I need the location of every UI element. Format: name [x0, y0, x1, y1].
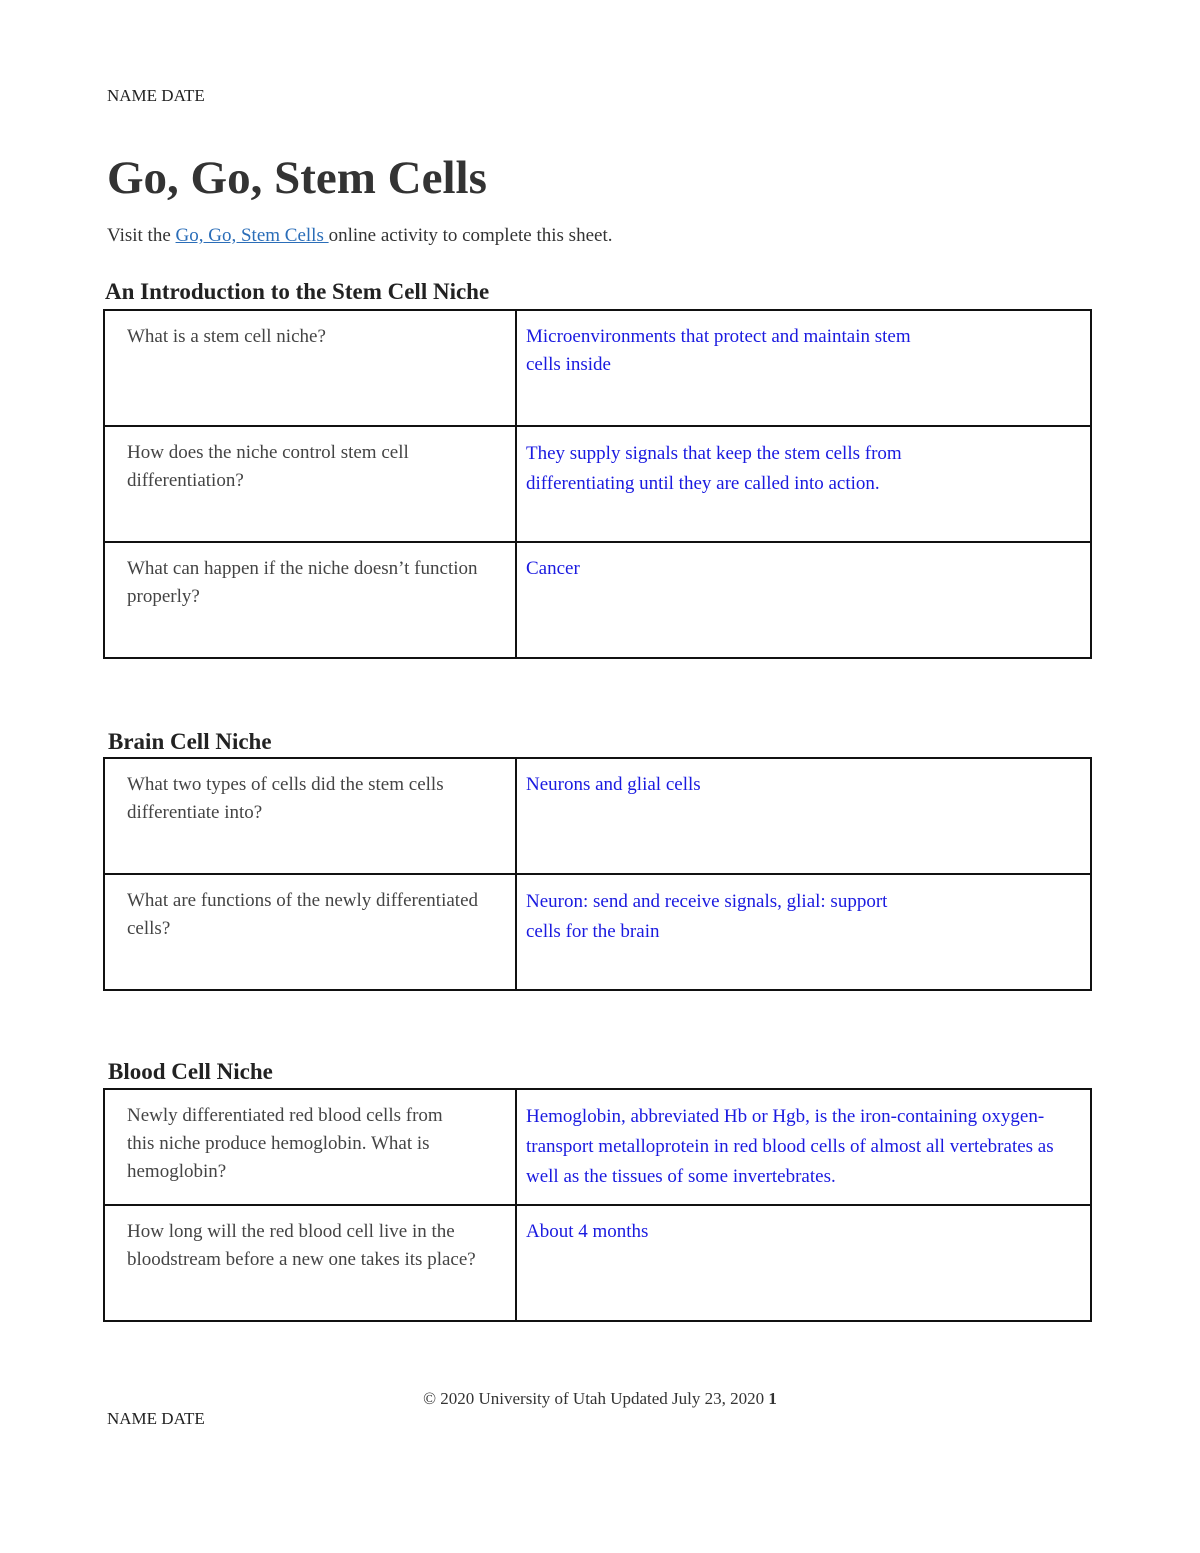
- intro-prefix: Visit the: [107, 225, 176, 246]
- table-row: [104, 874, 1091, 990]
- answer-cell[interactable]: They supply signals that keep the stem cells from differentiating until they are called into action.: [516, 426, 1091, 542]
- answer-cell[interactable]: Neurons and glial cells: [516, 758, 1091, 874]
- question-cell: How does the niche control stem cell differentiation?: [104, 426, 516, 542]
- table-blood-niche: [103, 1088, 1092, 1322]
- table-row: [104, 310, 1091, 426]
- table-brain-niche: [103, 757, 1092, 991]
- answer-cell[interactable]: Hemoglobin, abbreviated Hb or Hgb, is the iron-containing oxygen-transport metalloprotein in red blood cells of almost all vertebrates as well as the tissues of some invertebrates.: [516, 1089, 1091, 1205]
- page-title: Go, Go, Stem Cells: [107, 152, 487, 204]
- section-heading-brain: Brain Cell Niche: [108, 729, 272, 754]
- page-number: 1: [768, 1389, 777, 1408]
- question-cell: What is a stem cell niche?: [104, 310, 516, 426]
- question-cell: Newly differentiated red blood cells from this niche produce hemoglobin. What is hemoglobin?: [104, 1089, 516, 1205]
- table-row: [104, 542, 1091, 658]
- answer-cell[interactable]: Cancer: [516, 542, 1091, 658]
- answer-cell[interactable]: Neuron: send and receive signals, glial: support cells for the brain: [516, 874, 1091, 990]
- question-cell: What are functions of the newly differentiated cells?: [104, 874, 516, 990]
- table-row: [104, 1205, 1091, 1321]
- footer-name-date: NAME DATE: [107, 1409, 205, 1428]
- question-cell: How long will the red blood cell live in the bloodstream before a new one takes its place?: [104, 1205, 516, 1321]
- question-cell: What two types of cells did the stem cells differentiate into?: [104, 758, 516, 874]
- answer-cell[interactable]: About 4 months: [516, 1205, 1091, 1321]
- copyright-text: © 2020 University of Utah Updated July 23, 2020: [423, 1389, 769, 1408]
- table-row: [104, 426, 1091, 542]
- section-heading-intro: An Introduction to the Stem Cell Niche: [105, 279, 490, 304]
- footer-copyright: [0, 1389, 1200, 1409]
- intro-suffix: online activity to complete this sheet.: [328, 225, 613, 246]
- table-intro-niche: [103, 309, 1092, 659]
- section-heading-blood: Blood Cell Niche: [108, 1059, 273, 1084]
- table-row: [104, 1089, 1091, 1205]
- question-cell: What can happen if the niche doesn’t function properly?: [104, 542, 516, 658]
- activity-link[interactable]: Go, Go, Stem Cells: [175, 225, 329, 246]
- header-name-date: NAME DATE: [107, 86, 205, 105]
- table-row: [104, 758, 1091, 874]
- answer-cell[interactable]: Microenvironments that protect and maintain stem cells inside: [516, 310, 1091, 426]
- intro-text: [107, 225, 612, 247]
